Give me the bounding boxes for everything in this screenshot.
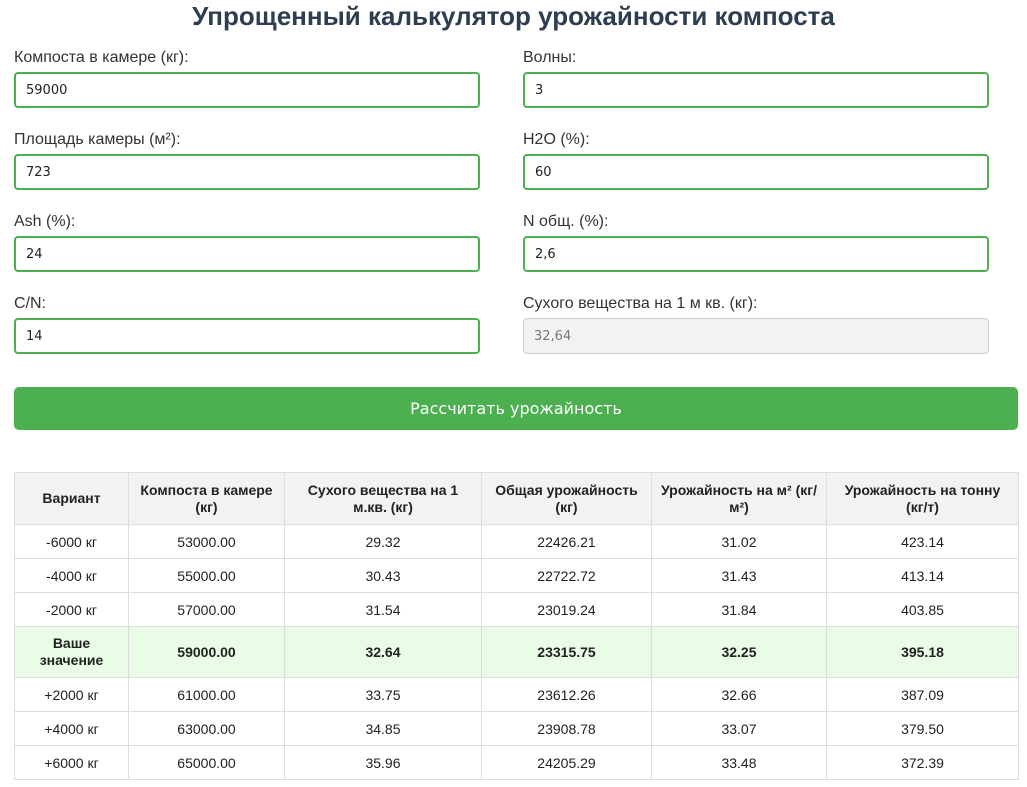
cell-variant: +6000 кг [15, 746, 129, 780]
header-compost: Компоста в камере (кг) [129, 473, 285, 525]
table-row [15, 712, 1019, 746]
area-label: Площадь камеры (м²): [14, 131, 181, 148]
cell-variant: -4000 кг [15, 559, 129, 593]
cell-variant: -2000 кг [15, 593, 129, 627]
header-total-yield: Общая урожайность (кг) [482, 473, 652, 525]
cell-total-yield: 22722.72 [482, 559, 652, 593]
cell-yield-per-ton: 379.50 [827, 712, 1019, 746]
field-h2o [523, 130, 989, 190]
cell-compost: 59000.00 [129, 627, 285, 678]
cell-dry-matter: 30.43 [285, 559, 482, 593]
cell-yield-per-ton: 413.14 [827, 559, 1019, 593]
cell-yield-per-ton: 387.09 [827, 678, 1019, 712]
table-row [15, 525, 1019, 559]
header-yield-per-m2: Урожайность на м² (кг/м²) [652, 473, 827, 525]
cell-variant: -6000 кг [15, 525, 129, 559]
field-ash [14, 212, 480, 272]
cell-yield-per-ton: 372.39 [827, 746, 1019, 780]
cell-total-yield: 22426.21 [482, 525, 652, 559]
cell-variant: +2000 кг [15, 678, 129, 712]
page-title: Упрощенный калькулятор урожайности компоста [192, 1, 835, 31]
area-input[interactable] [14, 154, 480, 190]
results-table [14, 472, 1019, 780]
cell-yield-per-m2: 32.25 [652, 627, 827, 678]
cell-total-yield: 23019.24 [482, 593, 652, 627]
cell-dry-matter: 29.32 [285, 525, 482, 559]
ash-input[interactable] [14, 236, 480, 272]
field-compost [14, 48, 480, 108]
cell-variant: +4000 кг [15, 712, 129, 746]
header-dry-matter: Сухого вещества на 1 м.кв. (кг) [285, 473, 482, 525]
compost-label: Компоста в камере (кг): [14, 49, 189, 66]
header-variant: Вариант [15, 473, 129, 525]
cn-label: C/N: [14, 295, 46, 312]
cell-dry-matter: 32.64 [285, 627, 482, 678]
cell-yield-per-m2: 31.02 [652, 525, 827, 559]
cell-total-yield: 23908.78 [482, 712, 652, 746]
compost-input[interactable] [14, 72, 480, 108]
n-total-label: N общ. (%): [523, 213, 609, 230]
table-row [15, 678, 1019, 712]
cell-compost: 57000.00 [129, 593, 285, 627]
dry-matter-output [523, 318, 989, 354]
field-cn [14, 294, 480, 354]
h2o-input[interactable] [523, 154, 989, 190]
cell-yield-per-m2: 32.66 [652, 678, 827, 712]
h2o-label: H2O (%): [523, 131, 590, 148]
header-yield-per-ton: Урожайность на тонну (кг/т) [827, 473, 1019, 525]
cell-yield-per-ton: 395.18 [827, 627, 1019, 678]
table-header-row [15, 473, 1019, 525]
calculate-button[interactable]: Рассчитать урожайность [14, 387, 1018, 430]
table-row-current [15, 627, 1019, 678]
cell-compost: 55000.00 [129, 559, 285, 593]
cell-dry-matter: 34.85 [285, 712, 482, 746]
cell-yield-per-m2: 31.43 [652, 559, 827, 593]
cell-compost: 65000.00 [129, 746, 285, 780]
cell-yield-per-m2: 33.48 [652, 746, 827, 780]
table-row [15, 746, 1019, 780]
dry-matter-label: Сухого вещества на 1 м кв. (кг): [523, 295, 758, 312]
cell-compost: 53000.00 [129, 525, 285, 559]
waves-label: Волны: [523, 49, 577, 66]
ash-label: Ash (%): [14, 213, 76, 230]
cell-dry-matter: 35.96 [285, 746, 482, 780]
field-dry-matter [523, 294, 989, 354]
cell-variant: Ваше значение [15, 627, 129, 678]
cell-yield-per-m2: 33.07 [652, 712, 827, 746]
cell-total-yield: 24205.29 [482, 746, 652, 780]
waves-input[interactable] [523, 72, 989, 108]
field-n-total [523, 212, 989, 272]
cell-total-yield: 23315.75 [482, 627, 652, 678]
table-row [15, 559, 1019, 593]
cell-yield-per-ton: 403.85 [827, 593, 1019, 627]
cn-input[interactable] [14, 318, 480, 354]
cell-yield-per-ton: 423.14 [827, 525, 1019, 559]
cell-yield-per-m2: 31.84 [652, 593, 827, 627]
cell-dry-matter: 33.75 [285, 678, 482, 712]
table-row [15, 593, 1019, 627]
cell-total-yield: 23612.26 [482, 678, 652, 712]
field-area [14, 130, 480, 190]
field-waves [523, 48, 989, 108]
cell-compost: 63000.00 [129, 712, 285, 746]
cell-compost: 61000.00 [129, 678, 285, 712]
cell-dry-matter: 31.54 [285, 593, 482, 627]
n-total-input[interactable] [523, 236, 989, 272]
